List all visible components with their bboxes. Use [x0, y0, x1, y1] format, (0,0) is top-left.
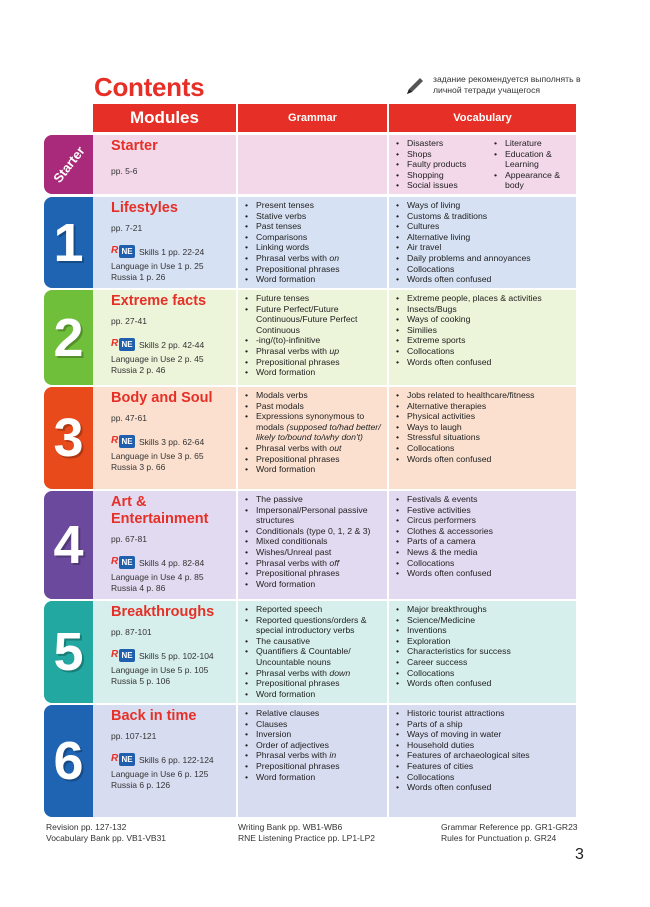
module-number: 6 — [53, 731, 84, 791]
module-cell — [93, 601, 236, 703]
rne-badge-icon — [111, 435, 135, 448]
module-number: 3 — [53, 408, 84, 468]
list-item: • Reported questions/orders & special introductory verbs — [244, 615, 383, 636]
rne-ne: NE — [119, 245, 135, 258]
language-in-use — [111, 572, 204, 594]
list-item: • Jobs related to healthcare/fitness — [395, 390, 572, 401]
list-item: • Ways of moving in water — [395, 729, 572, 740]
list-item: • Features of archaeological sites — [395, 750, 572, 761]
module-cell — [93, 705, 236, 817]
language-in-use-pages: Language in Use 5 p. 105 — [111, 665, 209, 675]
grammar-list — [244, 494, 383, 589]
list-item: • Quantifiers & Countable/ Uncountable nouns — [244, 646, 383, 667]
list-item: • Words often confused — [395, 782, 572, 793]
list-item: • Shopping — [395, 170, 495, 181]
grammar-cell — [238, 197, 387, 288]
list-item: • The passive — [244, 494, 383, 505]
footer-revision: Revision pp. 127-132 — [46, 822, 127, 832]
russia-pages: Russia 4 p. 86 — [111, 583, 166, 593]
list-item: • Conditionals (type 0, 1, 2 & 3) — [244, 526, 383, 537]
vocabulary-cell — [389, 491, 576, 599]
list-item: • Prepositional phrases — [244, 264, 383, 275]
list-item: • Word formation — [244, 274, 383, 285]
rne-ne: NE — [119, 338, 135, 351]
module-tab-6 — [44, 705, 93, 817]
list-item: • Inventions — [395, 625, 572, 636]
module-tab-5 — [44, 601, 93, 703]
list-item: • Phrasal verbs with off — [244, 558, 383, 569]
list-item: • Circus performers — [395, 515, 572, 526]
russia-pages: Russia 3 p. 66 — [111, 462, 166, 472]
page-number: 3 — [575, 846, 584, 863]
module-pages: pp. 107-121 — [111, 731, 157, 741]
list-item: • Words often confused — [395, 274, 572, 285]
list-item: • Wishes/Unreal past — [244, 547, 383, 558]
list-item: • Collocations — [395, 443, 572, 454]
list-item: • Phrasal verbs with in — [244, 750, 383, 761]
footer-punctuation: Rules for Punctuation p. GR24 — [441, 833, 557, 843]
list-item: • Alternative therapies — [395, 401, 572, 412]
list-item: • Words often confused — [395, 454, 572, 465]
list-item: • Word formation — [244, 689, 383, 700]
list-item: • Word formation — [244, 772, 383, 783]
footer-col2 — [238, 822, 375, 844]
module-title: Breakthroughs — [111, 604, 215, 620]
module-tab-3 — [44, 387, 93, 489]
list-item: • Exploration — [395, 636, 572, 647]
list-item: • Festivals & events — [395, 494, 572, 505]
list-item: • Clothes & accessories — [395, 526, 572, 537]
vocabulary-cell — [389, 290, 576, 385]
skills-pages: Skills 2 pp. 42-44 — [139, 339, 205, 350]
list-item: • Words often confused — [395, 357, 572, 368]
module-row-4 — [93, 491, 576, 599]
list-item: • Prepositional phrases — [244, 678, 383, 689]
module-title: Extreme facts — [111, 293, 207, 309]
list-item: • Prepositional phrases — [244, 454, 383, 465]
list-item: • Collocations — [395, 264, 572, 275]
list-item: • Major breakthroughs — [395, 604, 572, 615]
list-item: • Prepositional phrases — [244, 357, 383, 368]
module-number: 2 — [53, 307, 84, 368]
skills-line — [111, 649, 214, 662]
rne-r: R — [111, 753, 119, 764]
skills-line — [111, 435, 204, 448]
rne-badge-icon — [111, 556, 135, 569]
rne-ne: NE — [119, 556, 135, 569]
list-item: • Impersonal/Personal passive structures — [244, 505, 383, 526]
list-item: • Word formation — [244, 367, 383, 378]
list-item: • Appearance & body — [493, 170, 573, 191]
list-item: • Clauses — [244, 719, 383, 730]
module-cell — [93, 197, 236, 288]
module-tab-1 — [44, 197, 93, 288]
starter-title: Starter — [111, 138, 158, 154]
list-item: • Present tenses — [244, 200, 383, 211]
list-item: • Word formation — [244, 464, 383, 475]
vocabulary-list — [395, 494, 572, 579]
header-modules: Modules — [93, 104, 236, 132]
rne-ne: NE — [119, 435, 135, 448]
module-tab-2 — [44, 290, 93, 385]
list-item: • -ing/(to)-infinitive — [244, 335, 383, 346]
module-row-5 — [93, 601, 576, 703]
module-row-6 — [93, 705, 576, 817]
list-item: • Order of adjectives — [244, 740, 383, 751]
module-title: Lifestyles — [111, 200, 178, 216]
list-item: • Word formation — [244, 579, 383, 590]
vocabulary-cell — [389, 197, 576, 288]
footer-vocab-bank: Vocabulary Bank pp. VB1-VB31 — [46, 833, 167, 843]
rne-r: R — [111, 556, 119, 567]
skills-line — [111, 753, 214, 766]
list-item: • Education & Learning — [493, 149, 573, 170]
starter-grammar-cell — [238, 135, 387, 194]
grammar-cell — [238, 601, 387, 703]
starter-module-cell — [93, 135, 236, 194]
list-item: • Ways of living — [395, 200, 572, 211]
module-title: Body and Soul — [111, 390, 213, 406]
list-item: • Modals verbs — [244, 390, 383, 401]
list-item: • The causative — [244, 636, 383, 647]
list-item: • Phrasal verbs with down — [244, 668, 383, 679]
grammar-cell — [238, 705, 387, 817]
list-item: • Collocations — [395, 558, 572, 569]
list-item: • Customs & traditions — [395, 211, 572, 222]
vocabulary-cell — [389, 387, 576, 489]
language-in-use — [111, 665, 208, 687]
module-tab-4 — [44, 491, 93, 599]
rne-ne: NE — [119, 649, 135, 662]
vocabulary-list — [395, 200, 572, 285]
list-item: • Collocations — [395, 668, 572, 679]
list-item: • Collocations — [395, 772, 572, 783]
rne-r: R — [111, 338, 119, 349]
list-item: • Daily problems and annoyances — [395, 253, 572, 264]
skills-line — [111, 245, 204, 258]
list-item: • Linking words — [244, 242, 383, 253]
rne-r: R — [111, 649, 119, 660]
grammar-cell — [238, 491, 387, 599]
module-row-1 — [93, 197, 576, 288]
russia-pages: Russia 6 p. 126 — [111, 780, 171, 790]
list-item: • Science/Medicine — [395, 615, 572, 626]
language-in-use — [111, 354, 204, 376]
module-title: Art & Entertainment — [111, 494, 209, 527]
list-item: • Features of cities — [395, 761, 572, 772]
list-item: • Career success — [395, 657, 572, 668]
language-in-use-pages: Language in Use 1 p. 25 — [111, 261, 204, 271]
grammar-cell — [238, 290, 387, 385]
list-item: • Literature — [493, 138, 573, 149]
language-in-use-pages: Language in Use 3 p. 65 — [111, 451, 204, 461]
module-cell — [93, 491, 236, 599]
language-in-use-pages: Language in Use 2 p. 45 — [111, 354, 204, 364]
grammar-list — [244, 390, 383, 475]
list-item: • Past modals — [244, 401, 383, 412]
grammar-list — [244, 200, 383, 285]
module-cell — [93, 290, 236, 385]
list-item: • Phrasal verbs with out — [244, 443, 383, 454]
list-item: • Characteristics for success — [395, 646, 572, 657]
list-item: • Stative verbs — [244, 211, 383, 222]
list-item: • Comparisons — [244, 232, 383, 243]
russia-pages: Russia 2 p. 46 — [111, 365, 166, 375]
list-item: • Disasters — [395, 138, 495, 149]
list-item: • Household duties — [395, 740, 572, 751]
starter-tab-label: Starter — [49, 143, 88, 186]
starter-pages: pp. 5-6 — [111, 166, 138, 176]
grammar-cell — [238, 387, 387, 489]
list-item: • Shops — [395, 149, 495, 160]
list-item: • Parts of a ship — [395, 719, 572, 730]
vocabulary-list — [395, 390, 572, 464]
skills-pages: Skills 3 pp. 62-64 — [139, 436, 205, 447]
list-item: • Past tenses — [244, 221, 383, 232]
list-item: • Reported speech — [244, 604, 383, 615]
skills-pages: Skills 1 pp. 22-24 — [139, 246, 205, 257]
list-item: • Extreme people, places & activities — [395, 293, 572, 304]
grammar-list — [244, 604, 383, 699]
list-item: • Inversion — [244, 729, 383, 740]
list-item: • Historic tourist attractions — [395, 708, 572, 719]
list-item: • Physical activities — [395, 411, 572, 422]
rne-r: R — [111, 435, 119, 446]
list-item: • Relative clauses — [244, 708, 383, 719]
starter-vocab-cell — [389, 135, 576, 194]
language-in-use-pages: Language in Use 4 p. 85 — [111, 572, 204, 582]
rne-badge-icon — [111, 649, 135, 662]
list-item: • Prepositional phrases — [244, 761, 383, 772]
header-grammar: Grammar — [238, 104, 387, 132]
starter-row — [93, 135, 576, 194]
rne-badge-icon — [111, 245, 135, 258]
module-number: 4 — [53, 515, 84, 575]
list-item: • Social issues — [395, 180, 495, 191]
skills-pages: Skills 4 pp. 82-84 — [139, 557, 205, 568]
list-item: • Phrasal verbs with up — [244, 346, 383, 357]
vocabulary-list — [395, 293, 572, 367]
list-item: • Phrasal verbs with on — [244, 253, 383, 264]
module-title: Back in time — [111, 708, 197, 724]
list-item: • Ways of cooking — [395, 314, 572, 325]
list-item: • Words often confused — [395, 678, 572, 689]
module-number: 1 — [53, 212, 84, 273]
list-item: • Cultures — [395, 221, 572, 232]
list-item: • Ways to laugh — [395, 422, 572, 433]
vocabulary-list — [395, 708, 572, 793]
rne-ne: NE — [119, 753, 135, 766]
rne-r: R — [111, 245, 119, 256]
list-item: • Similies — [395, 325, 572, 336]
list-item: • Air travel — [395, 242, 572, 253]
list-item: • Mixed conditionals — [244, 536, 383, 547]
list-item: • Insects/Bugs — [395, 304, 572, 315]
list-item: • Faulty products — [395, 159, 495, 170]
module-number: 5 — [53, 622, 84, 682]
rne-badge-icon — [111, 338, 135, 351]
language-in-use-pages: Language in Use 6 p. 125 — [111, 769, 209, 779]
pencil-icon — [404, 75, 426, 97]
list-item: • Expressions synonymous to modals (supposed to/had better/ likely to/bound to/why don't) — [244, 411, 383, 443]
vocabulary-cell — [389, 705, 576, 817]
list-item: • Prepositional phrases — [244, 568, 383, 579]
starter-tab — [44, 135, 93, 194]
footer-listening: RNE Listening Practice pp. LP1-LP2 — [238, 833, 376, 843]
footer-col3 — [441, 822, 578, 844]
list-item: • Collocations — [395, 346, 572, 357]
skills-line — [111, 338, 204, 351]
rne-badge-icon — [111, 753, 135, 766]
list-item: • News & the media — [395, 547, 572, 558]
list-item: • Alternative living — [395, 232, 572, 243]
module-row-2 — [93, 290, 576, 385]
russia-pages: Russia 1 p. 26 — [111, 272, 166, 282]
module-row-3 — [93, 387, 576, 489]
module-cell — [93, 387, 236, 489]
vocabulary-list — [395, 604, 572, 689]
grammar-list — [244, 708, 383, 782]
list-item: • Parts of a camera — [395, 536, 572, 547]
russia-pages: Russia 5 p. 106 — [111, 676, 171, 686]
list-item: • Future tenses — [244, 293, 383, 304]
grammar-list — [244, 293, 383, 378]
vocabulary-cell — [389, 601, 576, 703]
list-item: • Festive activities — [395, 505, 572, 516]
footer-col1 — [46, 822, 166, 844]
module-pages: pp. 7-21 — [111, 223, 143, 233]
list-item: • Future Perfect/Future Continuous/Future Perfect Continuous — [244, 304, 383, 336]
skills-line — [111, 556, 204, 569]
module-pages: pp. 27-41 — [111, 316, 147, 326]
page-title: Contents — [94, 72, 205, 102]
footer-writing-bank: Writing Bank pp. WB1-WB6 — [238, 822, 343, 832]
list-item: • Extreme sports — [395, 335, 572, 346]
module-pages: pp. 87-101 — [111, 627, 152, 637]
list-item: • Words often confused — [395, 568, 572, 579]
notebook-note: задание рекомендуется выполнять в личной тетради учащегося — [433, 74, 581, 95]
language-in-use — [111, 769, 208, 791]
module-pages: pp. 67-81 — [111, 534, 147, 544]
skills-pages: Skills 6 pp. 122-124 — [139, 754, 214, 765]
language-in-use — [111, 261, 204, 283]
list-item: • Stressful situations — [395, 432, 572, 443]
footer-grammar-ref: Grammar Reference pp. GR1-GR23 — [441, 822, 578, 832]
skills-pages: Skills 5 pp. 102-104 — [139, 650, 214, 661]
language-in-use — [111, 451, 204, 473]
module-pages: pp. 47-61 — [111, 413, 147, 423]
header-vocabulary: Vocabulary — [389, 104, 576, 132]
